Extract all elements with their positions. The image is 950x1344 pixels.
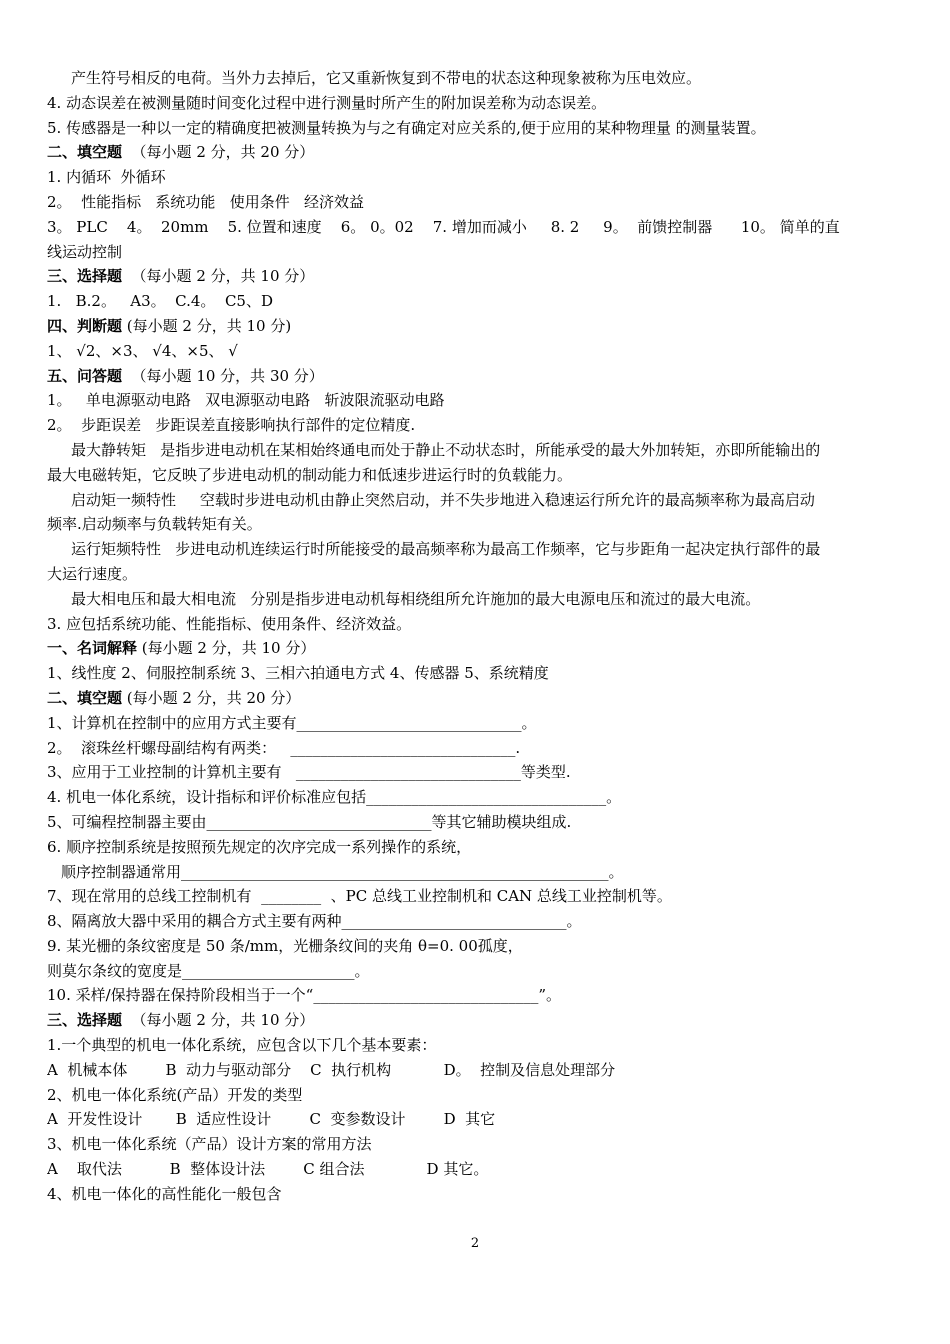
text-line [47, 1107, 917, 1132]
section-heading [47, 264, 917, 289]
line-text: 顺序控制器通常用_________________________________________________________。 [61, 862, 624, 881]
text-line [47, 438, 917, 463]
section-title: 五、问答题 [47, 366, 123, 385]
section-note: (每小题 2 分，共 10 分) [122, 316, 292, 335]
section-note: (每小题 2 分，共 20 分） [122, 688, 301, 707]
section-title: 四、判断题 [47, 316, 123, 335]
line-text: 产生符号相反的电荷。当外力去掉后，它又重新恢复到不带电的状态这种现象被称为压电效应。 [71, 69, 702, 87]
text-line [47, 190, 917, 215]
document-body [47, 66, 917, 1207]
text-line [47, 983, 917, 1008]
line-text: 线运动控制 [47, 242, 123, 261]
text-line [47, 289, 917, 314]
line-text: 4. 动态误差在被测量随时间变化过程中进行测量时所产生的附加误差称为动态误差。 [47, 93, 607, 112]
line-text: 3. 应包括系统功能、性能指标、使用条件、经济效益。 [47, 614, 412, 633]
line-text: 3、应用于工业控制的计算机主要有 ______________________________等类型. [47, 763, 571, 782]
line-text: 7、现在常用的总线工控制机有 ________ 、PC 总线工业控制机和 CAN 总线工业控制机等。 [47, 887, 672, 906]
text-line [47, 240, 917, 265]
line-text: 大运行速度。 [47, 564, 138, 583]
section-note: （每小题 2 分，共 20 分） [122, 143, 315, 162]
text-line [47, 1132, 917, 1157]
line-text: 10. 采样/保持器在保持阶段相当于一个“______________________________”。 [47, 986, 562, 1005]
text-line [47, 785, 917, 810]
text-line [47, 736, 917, 761]
line-text: 9. 某光栅的条纹密度是 50 条/mm，光栅条纹间的夹角 θ=0. 00孤度， [47, 936, 523, 955]
text-line [47, 661, 917, 686]
line-text: 最大相电压和最大相电流 分别是指步进电动机每相绕组所允许施加的最大电源电压和流过的最大电流。 [71, 589, 761, 608]
line-text: 运行矩频特性 步进电动机连续运行时所能接受的最高频率称为最高工作频率，它与步距角一起决定执行部件的最 [71, 540, 821, 559]
text-line [47, 934, 917, 959]
text-line [47, 413, 917, 438]
page-number: 2 [470, 1236, 480, 1251]
section-title: 二、填空题 [47, 143, 123, 162]
line-text: 则莫尔条纹的宽度是_______________________。 [47, 961, 370, 980]
line-text: 8、隔离放大器中采用的耦合方式主要有两种______________________________。 [47, 912, 582, 931]
section-title: 三、选择题 [47, 267, 123, 286]
text-line [47, 711, 917, 736]
line-text: 4. 机电一体化系统，设计指标和评价标准应包括________________________________。 [47, 788, 622, 807]
section-heading [47, 140, 917, 165]
line-text: A 开发性设计 B 适应性设计 C 变参数设计 D 其它 [47, 1110, 496, 1129]
line-text: 3。 PLC 4。 20mm 5. 位置和速度 6。 0。02 7. 增加而减小 8. 2 9。 前馈控制器 10。 简单的直 [47, 217, 840, 236]
section-title: 一、名词解释 [47, 639, 138, 658]
text-line [47, 959, 917, 984]
text-line [47, 488, 917, 513]
line-text: 2、机电一体化系统(产品）开发的类型 [47, 1085, 303, 1104]
section-heading [47, 1008, 917, 1033]
section-note: （每小题 10 分，共 30 分） [122, 366, 324, 385]
line-text: 最大静转矩 是指步进电动机在某相始终通电而处于静止不动状态时，所能承受的最大外加转矩，亦即所能输出的 [71, 440, 821, 459]
text-line [47, 810, 917, 835]
text-line [47, 562, 917, 587]
line-text: 频率.启动频率与负载转矩有关。 [47, 515, 262, 534]
text-line [47, 1083, 917, 1108]
section-heading [47, 314, 917, 339]
text-line [47, 215, 917, 240]
section-heading [47, 636, 917, 661]
text-line [47, 612, 917, 637]
section-note: (每小题 2 分，共 10 分） [137, 639, 316, 658]
line-text: 2。 性能指标 系统功能 使用条件 经济效益 [47, 192, 364, 211]
text-line [47, 66, 917, 91]
line-text: 2。 滚珠丝杆螺母副结构有两类： ______________________________. [47, 738, 521, 757]
line-text: 1、 √2、×3、 √4、×5、 √ [47, 341, 238, 360]
text-line [47, 91, 917, 116]
line-text: A 机械本体 B 动力与驱动部分 C 执行机构 D。 控制及信息处理部分 [47, 1060, 616, 1079]
line-text: 1. 内循环 外循环 [47, 168, 166, 187]
line-text: 6. 顺序控制系统是按照预先规定的次序完成一系列操作的系统， [47, 837, 472, 856]
section-title: 二、填空题 [47, 688, 123, 707]
text-line [47, 388, 917, 413]
line-text: 5、可编程控制器主要由______________________________等其它辅助模块组成. [47, 812, 572, 831]
text-line [47, 835, 917, 860]
text-line [47, 1033, 917, 1058]
section-note: （每小题 2 分，共 10 分） [122, 267, 315, 286]
line-text: A 取代法 B 整体设计法 C 组合法 D 其它。 [47, 1160, 489, 1179]
section-note: （每小题 2 分，共 10 分） [122, 1011, 315, 1030]
text-line [47, 512, 917, 537]
line-text: 2。 步距误差 步距误差直接影响执行部件的定位精度. [47, 416, 416, 435]
text-line [47, 909, 917, 934]
line-text: 启动矩一频特性 空载时步进电动机由静止突然启动，并不失步地进入稳速运行所允许的最高频率称为最高启动 [71, 490, 815, 509]
text-line [47, 339, 917, 364]
section-title: 三、选择题 [47, 1011, 123, 1030]
text-line [47, 884, 917, 909]
line-text: 4、机电一体化的高性能化一般包含 [47, 1184, 282, 1203]
text-line [47, 1182, 917, 1207]
line-text: 1。 单电源驱动电路 双电源驱动电路 斩波限流驱动电路 [47, 391, 445, 410]
line-text: 1、线性度 2、伺服控制系统 3、三相六拍通电方式 4、传感器 5、系统精度 [47, 664, 549, 683]
line-text: 1.一个典型的机电一体化系统，应包含以下几个基本要素： [47, 1036, 437, 1055]
text-line [47, 165, 917, 190]
line-text: 5. 传感器是一种以一定的精确度把被测量转换为与之有确定对应关系的,便于应用的某种物理量 的测量装置。 [47, 118, 766, 137]
section-heading [47, 364, 917, 389]
text-line [47, 587, 917, 612]
text-line [47, 1058, 917, 1083]
text-line [47, 1157, 917, 1182]
text-line [47, 116, 917, 141]
text-line [47, 463, 917, 488]
line-text: 1. B.2。 A3。 C.4。 C5、D [47, 292, 274, 311]
line-text: 3、机电一体化系统（产品）设计方案的常用方法 [47, 1135, 372, 1154]
line-text: 1、计算机在控制中的应用方式主要有______________________________。 [47, 713, 537, 732]
text-line [47, 537, 917, 562]
line-text: 最大电磁转矩，它反映了步进电动机的制动能力和低速步进运行时的负载能力。 [47, 465, 573, 484]
text-line [47, 760, 917, 785]
section-heading [47, 686, 917, 711]
text-line [47, 860, 917, 885]
